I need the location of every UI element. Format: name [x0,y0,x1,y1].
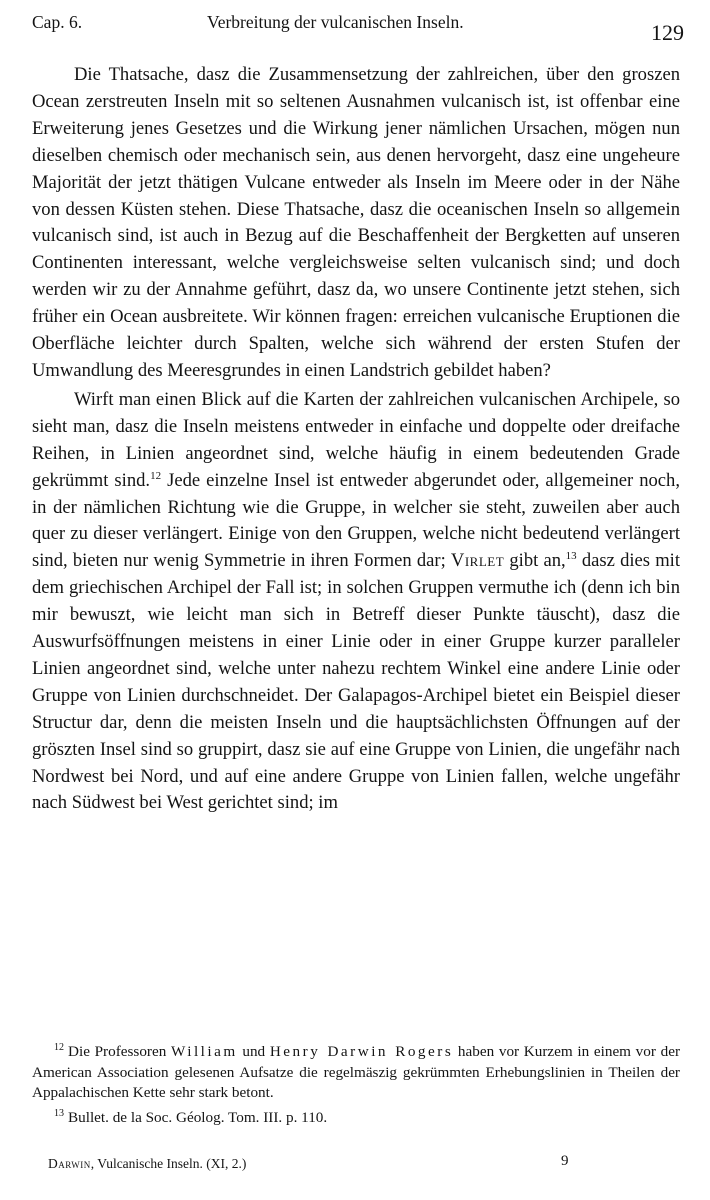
text-run: Wirft man einen Blick auf die Karten der zahlreichen vulcanischen Archipele, so sieht man, dasz die Inseln meistens entweder in einfache und doppelte oder dreifache Reihen, in Linien angeordnet sind, welche häufig in einem bedeutenden Grade gekrümmt sind. [32,388,680,491]
text-run: Bullet. de la Soc. Géolog. Tom. III. p. 110. [68,1108,328,1126]
signature-author: Darwin [48,1156,91,1171]
running-header [32,8,684,44]
main-text [32,62,680,817]
spaced-name: William [171,1043,238,1060]
footnote [32,1108,680,1129]
footnote-number: 12 [54,1042,64,1053]
signature-sheet-number: 9 [561,1153,569,1169]
chapter-label: Cap. 6. [32,12,83,32]
text-run: dasz dies mit dem griechischen Archipel der Fall ist; in solchen Gruppen vermuthe ich (denn ich bin mir bewuszt, wie leicht man sich in Betreff dieser Punkte täuscht), dasz die Auswurfsöffnungen meistens in einer Linie oder in einer Gruppe kurzer paralleler Linien angeordnet sind, welche unter nahezu rechtem Winkel eine andere Linie oder Gruppe von Linien durchschneidet. Der Galapagos-Archipel bietet ein Beispiel dieser Structur dar, denn die meisten Inseln und die hauptsächlichsten Öffnungen auf der gröszten Insel sind so gruppirt, dasz sie auf eine Gruppe von Linien, die ungefähr nach Nordwest bei Nord, und auf eine andere Gruppe von Linien fallen, welche ungefähr nach Südwest bei West gerichtet sind; im [32,550,680,814]
small-caps-name: Virlet [450,550,505,572]
text-run: Jede einzelne Insel ist entweder abgerundet oder, allgemeiner noch, in der nämlichen Richtung wie die Gruppe, in welcher sie steht, zuweilen aber auch quer zu dieser verlängert. Einige von den Gruppen, welche nicht bedeutend verlängert sind, bieten nur wenig Symmetrie in ihren Formen dar; [32,469,680,572]
footnote [32,1042,680,1104]
page-number: 129 [651,20,684,45]
footnote-reference: 13 [565,550,577,563]
text-run: und [237,1043,270,1060]
text-run: Die Thatsache, dasz die Zusammensetzung der zahlreichen, über den groszen Ocean zerstreuten Inseln mit so seltenen Ausnahmen vulcanisch ist, ist offenbar eine Erweiterung jenes Gesetzes und die Wirkung jener nämlichen Ursachen, mögen nun dieselben chemisch oder mechanisch sein, aus denen hervorgeht, dasz eine ungeheure Majorität der jetzt thätigen Vulcane entweder als Inseln im Meere oder in der Nähe von dessen Küsten stehen. Diese Thatsache, dasz die oceanischen Inseln so allgemein vulcanisch sind, ist auch in Bezug auf die Beschaffenheit der Bergketten auf unseren Continenten interessant, welche vergleichsweise selten vulcanisch sind; und doch werden wir zu der Annahme geführt, dasz da, wo unsere Continente jetzt stehen, sich früher ein Ocean ausbreitete. Wir können fragen: erreichen vulcanische Eruptionen die Oberfläche leichter durch Spalten, welche sich während der ersten Stufen der Umwandlung des Meeresgrundes in einen Landstrich gebildet haben? [32,64,680,381]
footnote-reference: 12 [150,469,162,482]
spaced-name: Henry Darwin Rogers [269,1043,454,1060]
text-run: Die Professoren [68,1043,171,1060]
footnote-number: 13 [54,1107,64,1119]
paragraph [32,62,680,385]
running-title: Verbreitung der vulcanischen Inseln. [207,12,464,32]
signature-line [48,1156,246,1172]
text-run: gibt an, [504,550,566,572]
text-run: haben vor Kurzem in einem vor der American Association gelesenen Aufsatze die regelmäszig gekrümmten Erhebungslinien in Theilen der Appalachischen Kette sehr stark betont. [32,1043,681,1101]
signature-rest: , Vulcanische Inseln. (XI, 2.) [90,1156,247,1171]
paragraph [32,387,680,818]
footnotes [32,1042,680,1132]
